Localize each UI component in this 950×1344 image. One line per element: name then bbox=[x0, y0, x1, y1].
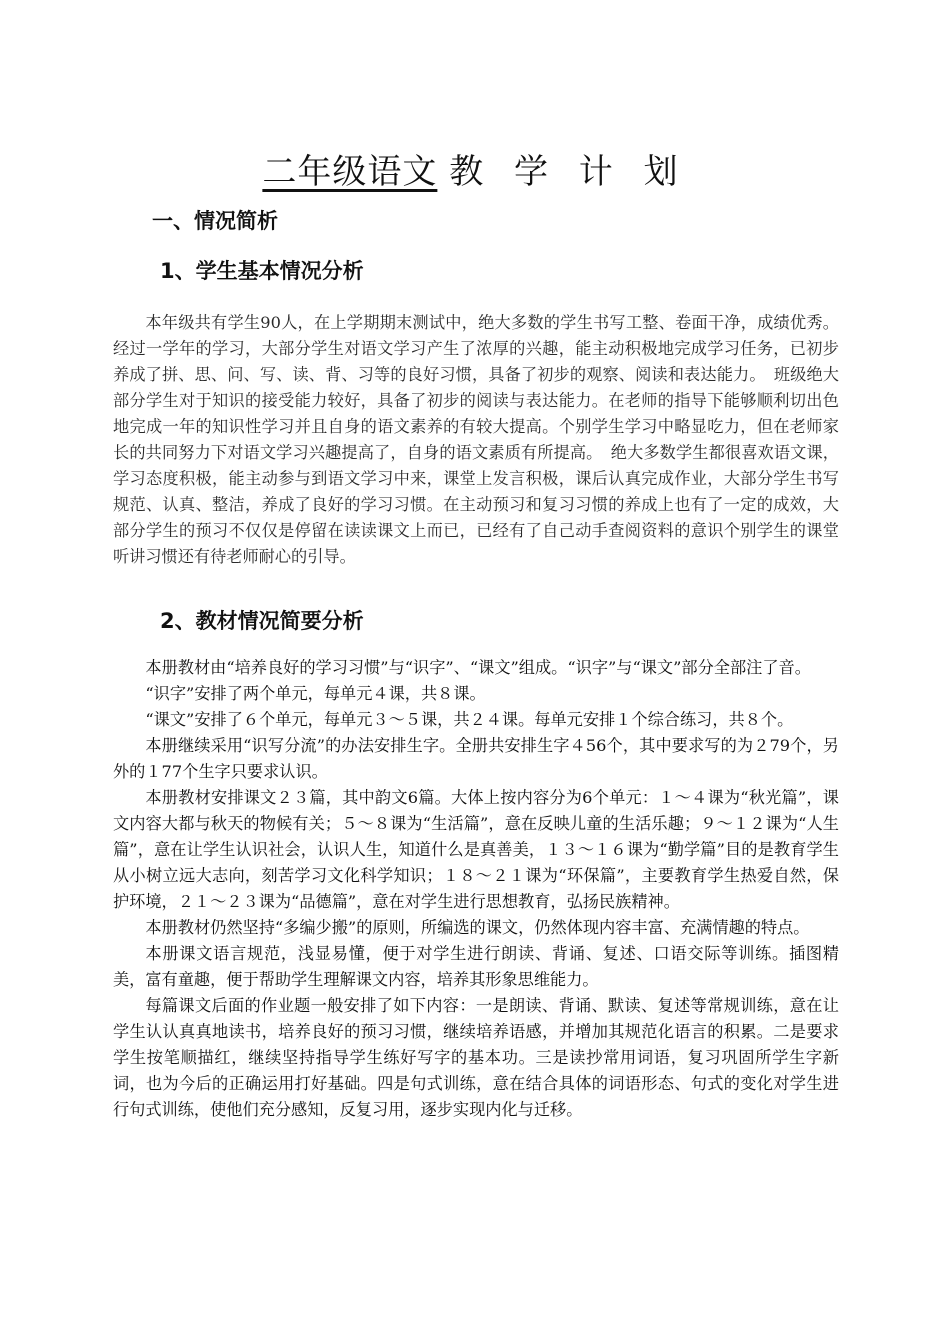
paragraph: “课文”安排了６个单元，每单元３～５课，共２４课。每单元安排１个综合练习，共８个。 bbox=[145, 710, 794, 729]
subsection-heading-textbook: 2、教材情况简要分析 bbox=[160, 609, 364, 633]
textbook-analysis-body bbox=[113, 655, 839, 1123]
paragraph: 本册教材仍然坚持“多编少搬”的原则，所编选的课文，仍然体现内容丰富、充满情趣的特点。 bbox=[145, 918, 810, 937]
title-underlined: 二年级语文 bbox=[262, 152, 438, 192]
section-heading: 一、情况简析 bbox=[152, 209, 278, 233]
paragraph: “识字”安排了两个单元，每单元４课，共８课。 bbox=[145, 684, 486, 703]
title-rest: 教 学 计 划 bbox=[449, 152, 688, 192]
students-analysis-body bbox=[113, 310, 839, 570]
paragraph: 本册继续采用“识写分流”的办法安排生字。全册共安排生字４56个，其中要求写的为２79个，另外的１77个生字只要求认识。 bbox=[113, 736, 839, 781]
paragraph: 本册教材由“培养良好的学习习惯”与“识字”、“课文”组成。“识字”与“课文”部分全部注了音。 bbox=[145, 658, 811, 677]
subsection-heading-students: 1、学生基本情况分析 bbox=[160, 259, 364, 283]
paragraph: 本册教材安排课文２３篇，其中韵文6篇。大体上按内容分为6个单元：１～４课为“秋光篇”，课文内容大都与秋天的物候有关；５～８课为“生活篇”，意在反映儿童的生活乐趣；９～１２课为“人生篇”，意在让学生认识社会，认识人生，知道什么是真善美，１３～１６课为“勤学篇”目的是教育学生从小树立远大志向，刻苦学习文化科学知识；１８～２１课为“环保篇”，主要教育学生热爱自然，保护环境，２１～２３课为“品德篇”，意在对学生进行思想教育，弘扬民族精神。 bbox=[113, 788, 839, 911]
page-title bbox=[0, 148, 950, 196]
paragraph: 本册课文语言规范，浅显易懂，便于对学生进行朗读、背诵、复述、口语交际等训练。插图精美，富有童趣，便于帮助学生理解课文内容，培养其形象思维能力。 bbox=[113, 944, 839, 989]
paragraph: 本年级共有学生90人，在上学期期末测试中，绝大多数的学生书写工整、卷面干净，成绩优秀。经过一学年的学习，大部分学生对语文学习产生了浓厚的兴趣，能主动积极地完成学习任务，已初步养成了拼、思、问、写、读、背、习等的良好习惯，具备了初步的观察、阅读和表达能力。 班级绝大部分学生对于知识的接受能力较好，具备了初步的阅读与表达能力。在老师的指导下能够顺利切出色地完成一年的知识性学习并且自身的语文素养的有较大提高。个别学生学习中略显吃力，但在老师家长的共同努力下对语文学习兴趣提高了，自身的语文素质有所提高。 绝大多数学生都很喜欢语文课，学习态度积极，能主动参与到语文学习中来，课堂上发言积极，课后认真完成作业，大部分学生书写规范、认真、整洁，养成了良好的学习习惯。在主动预习和复习习惯的养成上也有了一定的成效，大部分学生的预习不仅仅是停留在读读课文上而已，已经有了自己动手查阅资料的意识个别学生的课堂听讲习惯还有待老师耐心的引导。 bbox=[113, 313, 839, 566]
paragraph: 每篇课文后面的作业题一般安排了如下内容：一是朗读、背诵、默读、复述等常规训练，意在让学生认认真真地读书，培养良好的预习习惯，继续培养语感，并增加其规范化语言的积累。二是要求学生按笔顺描红，继续坚持指导学生练好写字的基本功。三是读抄常用词语，复习巩固所学生字新词，也为今后的正确运用打好基础。四是句式训练，意在结合具体的词语形态、句式的变化对学生进行句式训练，使他们充分感知，反复习用，逐步实现内化与迁移。 bbox=[113, 996, 839, 1119]
